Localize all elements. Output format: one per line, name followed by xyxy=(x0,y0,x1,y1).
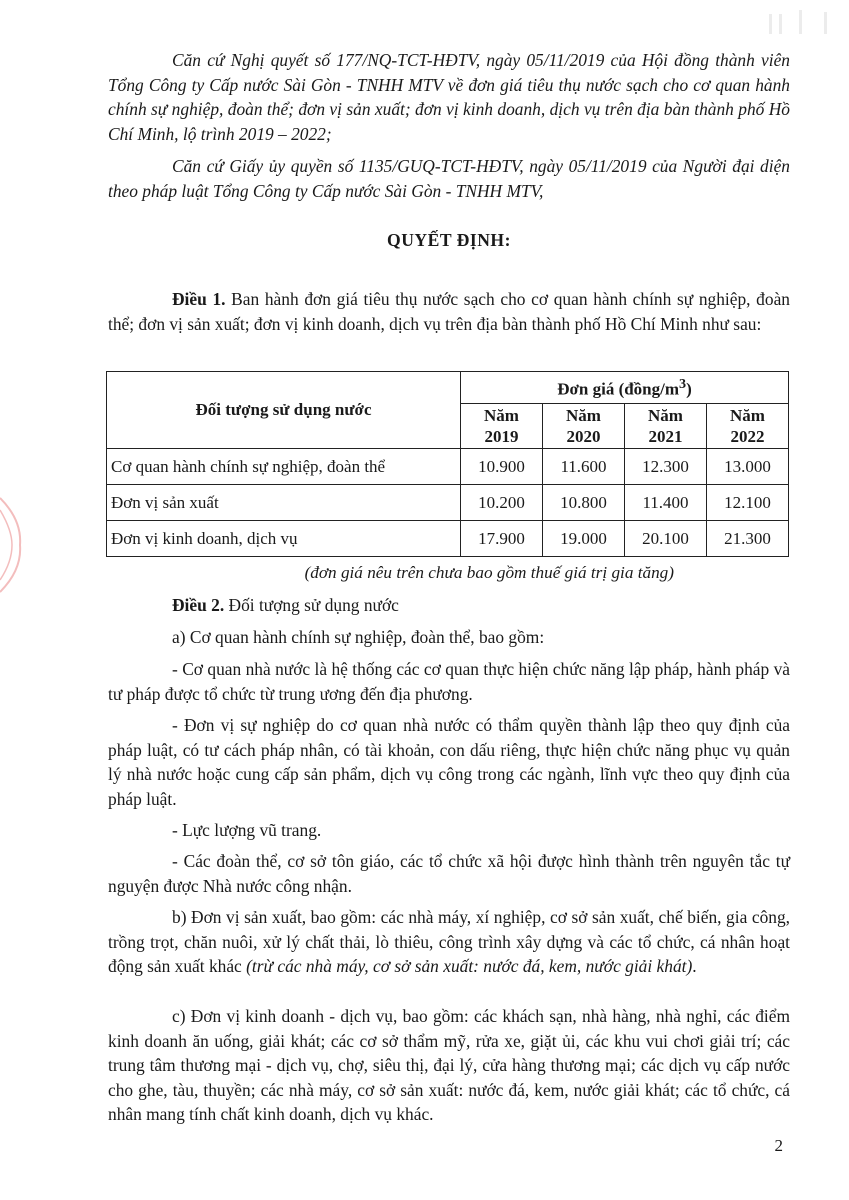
article-2-b-text: b) Đơn vị sản xuất, bao gồm: các nhà máy, xí nghiệp, cơ sở sản xuất, chế biến, gia công, trồng trọt, chăn nuôi, xử lý chất thải, lò thiêu, công trình xây dựng và các tổ chức, cá nhân hoạt động sản xuất khác xyxy=(108,907,790,977)
table-row xyxy=(107,485,789,521)
price-header-sup: 3 xyxy=(679,375,687,392)
price-cell: 13.000 xyxy=(707,449,789,485)
price-cell: 17.900 xyxy=(461,521,543,557)
row-name: Cơ quan hành chính sự nghiệp, đoàn thể xyxy=(107,449,461,485)
price-cell: 12.100 xyxy=(707,485,789,521)
price-cell: 11.600 xyxy=(543,449,625,485)
scan-mark xyxy=(739,0,849,40)
table-row xyxy=(107,449,789,485)
subject-column-header: Đối tượng sử dụng nước xyxy=(107,372,461,449)
price-cell: 21.300 xyxy=(707,521,789,557)
list-item: - Đơn vị sự nghiệp do cơ quan nhà nước có thẩm quyền thành lập theo quy định của pháp luật, có tư cách pháp nhân, có tài khoản, con dấu riêng, thực hiện chức năng phục vụ quản lý nhà nước hoặc cung cấp sản phẩm, dịch vụ công trong các ngành, lĩnh vực theo quy định của pháp luật. xyxy=(108,715,790,809)
article-2-a-title: a) Cơ quan hành chính sự nghiệp, đoàn thể, bao gồm: xyxy=(172,627,545,647)
table-row xyxy=(107,521,789,557)
year-header-2020: Năm 2020 xyxy=(543,404,625,449)
red-seal-fragment xyxy=(0,490,26,600)
article-1-label: Điều 1. xyxy=(172,289,226,309)
year-header-2019: Năm 2019 xyxy=(461,404,543,449)
article-2-text: Đối tượng sử dụng nước xyxy=(224,595,399,615)
article-1 xyxy=(108,287,790,336)
price-cell: 10.900 xyxy=(461,449,543,485)
article-2 xyxy=(108,593,790,618)
article-2-b-exception: (trừ các nhà máy, cơ sở sản xuất: nước đá, kem, nước giải khát) xyxy=(246,956,693,977)
list-item: - Cơ quan nhà nước là hệ thống các cơ quan thực hiện chức năng lập pháp, hành pháp và tư pháp được tổ chức từ trung ương đến địa phương. xyxy=(108,659,790,704)
year-header-2022: Năm 2022 xyxy=(707,404,789,449)
article-2-b-end: . xyxy=(692,956,697,977)
price-header-end: ) xyxy=(686,379,692,399)
price-table xyxy=(106,371,789,557)
preamble-resolution: Căn cứ Nghị quyết số 177/NQ-TCT-HĐTV, ngày 05/11/2019 của Hội đồng thành viên Tổng Công ty Cấp nước Sài Gòn - TNHH MTV về đơn giá tiêu thụ nước sạch cho cơ quan hành chính sự nghiệp, đoàn thể; đơn vị sản xuất; đơn vị kinh doanh, dịch vụ trên địa bàn thành phố Hồ Chí Minh, lộ trình 2019 – 2022; xyxy=(108,50,790,144)
page-number: 2 xyxy=(774,1136,783,1155)
row-name: Đơn vị kinh doanh, dịch vụ xyxy=(107,521,461,557)
price-cell: 11.400 xyxy=(625,485,707,521)
year-header-2021: Năm 2021 xyxy=(625,404,707,449)
price-cell: 12.300 xyxy=(625,449,707,485)
price-cell: 10.200 xyxy=(461,485,543,521)
article-2-b xyxy=(108,905,790,979)
list-item: - Lực lượng vũ trang. xyxy=(172,820,322,840)
article-2-label: Điều 2. xyxy=(172,595,225,615)
article-2-c: c) Đơn vị kinh doanh - dịch vụ, bao gồm: các khách sạn, nhà hàng, nhà nghỉ, các điểm kinh doanh ăn uống, giải khát; các cơ sở thẩm mỹ, rửa xe, giặt ủi, các khu vui chơi giải trí; các trung tâm thương mại - dịch vụ, chợ, siêu thị, đại lý, cửa hàng thương mại; các dịch vụ cấp nước cho ghe, tàu, thuyền; các nhà máy, cơ sở sản xuất: nước đá, kem, nước giải khát; các tổ chức, cá nhân mang tính chất kinh doanh, dịch vụ khác. xyxy=(108,1006,790,1125)
price-cell: 10.800 xyxy=(543,485,625,521)
price-column-header xyxy=(461,372,789,404)
price-note: (đơn giá nêu trên chưa bao gồm thuế giá trị gia tăng) xyxy=(304,563,674,582)
article-1-text: Ban hành đơn giá tiêu thụ nước sạch cho cơ quan hành chính sự nghiệp, đoàn thể; đơn vị sản xuất; đơn vị kinh doanh, dịch vụ trên địa bàn thành phố Hồ Chí Minh như sau: xyxy=(108,289,790,334)
price-header-text: Đơn giá (đồng/m xyxy=(557,379,680,399)
price-cell: 19.000 xyxy=(543,521,625,557)
decision-heading: QUYẾT ĐỊNH: xyxy=(387,230,511,250)
preamble-authorization: Căn cứ Giấy ủy quyền số 1135/GUQ-TCT-HĐTV, ngày 05/11/2019 của Người đại diện theo pháp luật Tổng Công ty Cấp nước Sài Gòn - TNHH MTV, xyxy=(108,156,790,201)
price-cell: 20.100 xyxy=(625,521,707,557)
list-item: - Các đoàn thể, cơ sở tôn giáo, các tổ chức xã hội được hình thành trên nguyên tắc tự nguyện được Nhà nước công nhận. xyxy=(108,851,790,896)
row-name: Đơn vị sản xuất xyxy=(107,485,461,521)
